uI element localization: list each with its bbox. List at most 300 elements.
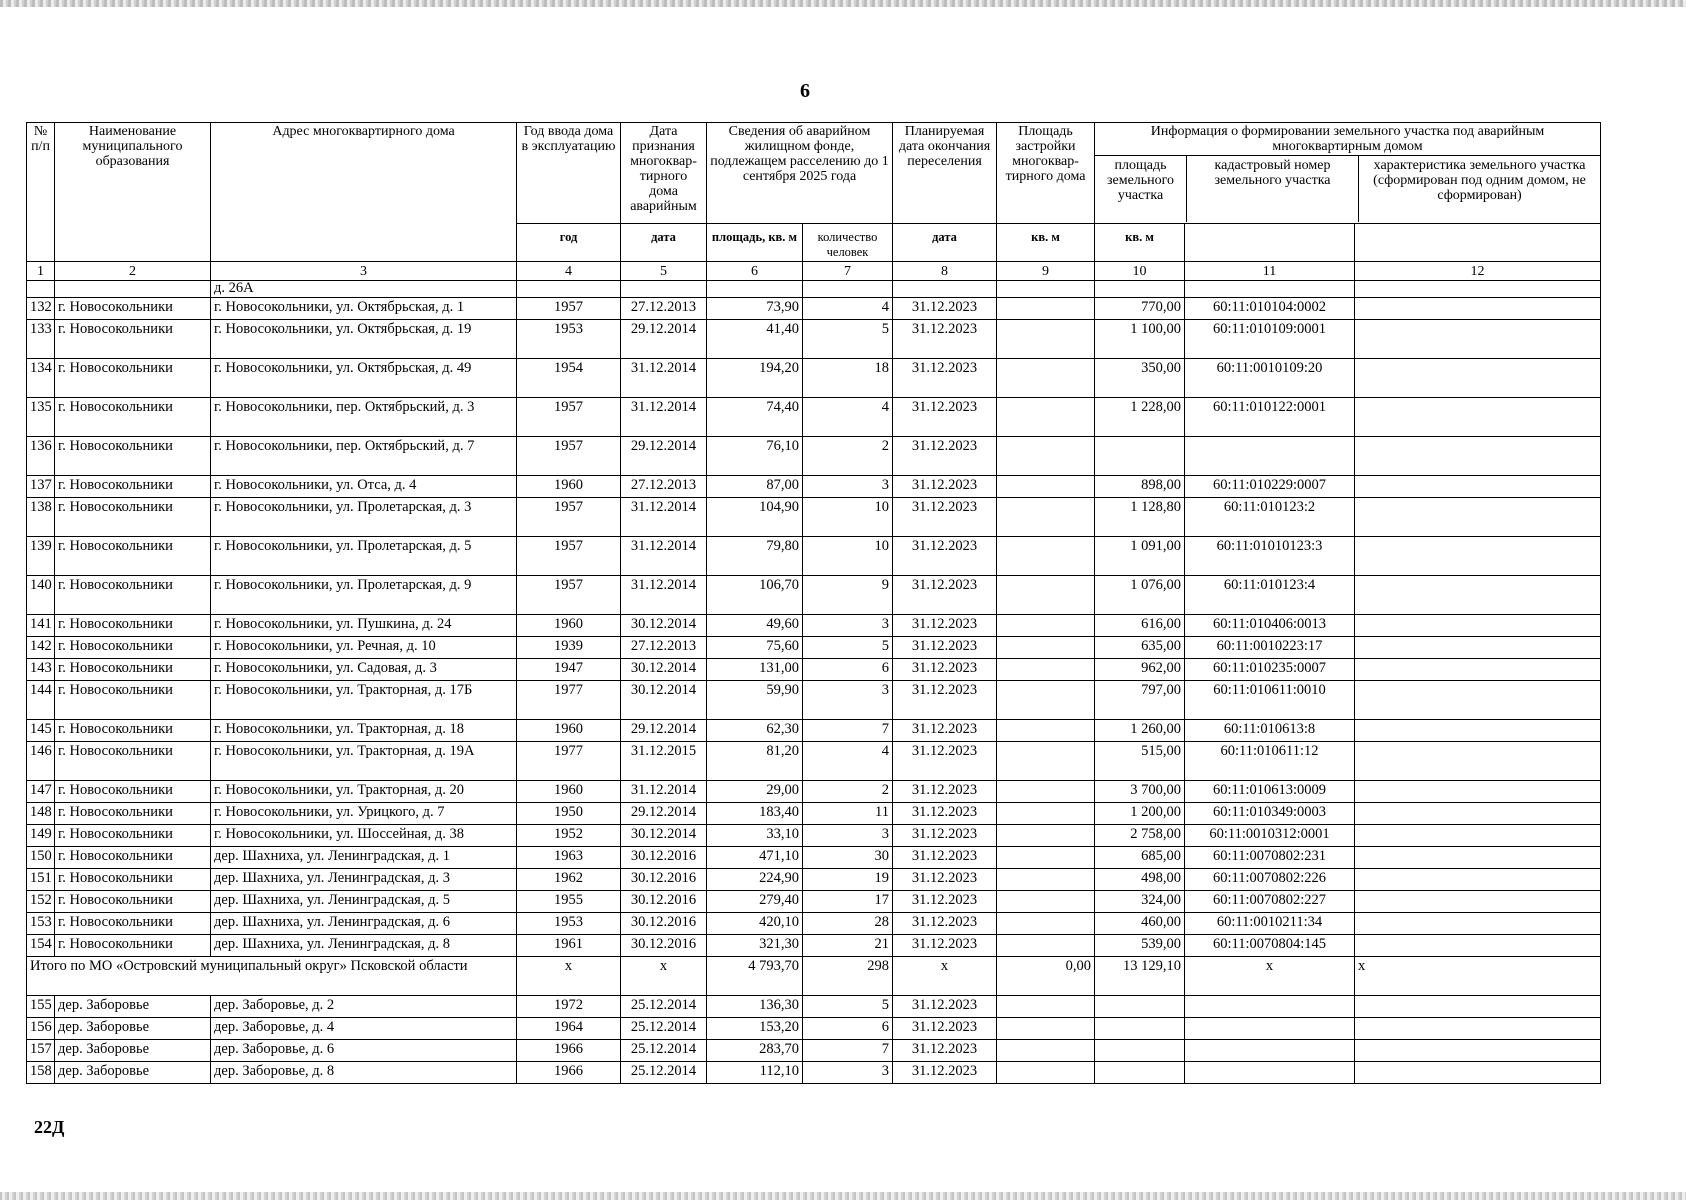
unit-cadastral bbox=[1185, 224, 1355, 262]
table-row bbox=[27, 537, 1601, 576]
row-area: 79,80 bbox=[707, 537, 803, 576]
row-land-characteristic bbox=[1355, 803, 1601, 825]
row-recognition-date: 30.12.2014 bbox=[621, 659, 707, 681]
row-area: 136,30 bbox=[707, 996, 803, 1018]
row-area: 33,10 bbox=[707, 825, 803, 847]
row-planned-date: 31.12.2023 bbox=[893, 537, 997, 576]
row-land-area: 498,00 bbox=[1095, 869, 1185, 891]
header-land-plot bbox=[1095, 123, 1601, 224]
header-commission-year: Год ввода дома в эксплуатацию bbox=[517, 123, 621, 224]
table-row bbox=[27, 742, 1601, 781]
row-municipality: г. Новосокольники bbox=[55, 398, 211, 437]
row-land-area: 1 091,00 bbox=[1095, 537, 1185, 576]
row-cadastral-number: 60:11:010123:2 bbox=[1185, 498, 1355, 537]
row-building-area bbox=[997, 637, 1095, 659]
header-recognition-date: Дата признания многоквар-тирного дома аварийным bbox=[621, 123, 707, 224]
row-planned-date: 31.12.2023 bbox=[893, 615, 997, 637]
row-building-area bbox=[997, 825, 1095, 847]
row-recognition-date: 29.12.2014 bbox=[621, 720, 707, 742]
column-numbers-row bbox=[27, 262, 1601, 281]
row-area: 104,90 bbox=[707, 498, 803, 537]
row-year: 1963 bbox=[517, 847, 621, 869]
table-row bbox=[27, 298, 1601, 320]
unit-land-area: кв. м bbox=[1095, 224, 1185, 262]
row-land-area bbox=[1095, 996, 1185, 1018]
row-land-area: 2 758,00 bbox=[1095, 825, 1185, 847]
row-municipality: г. Новосокольники bbox=[55, 476, 211, 498]
row-land-area: 1 128,80 bbox=[1095, 498, 1185, 537]
row-number: 149 bbox=[27, 825, 55, 847]
row-land-area: 539,00 bbox=[1095, 935, 1185, 957]
table-row bbox=[27, 869, 1601, 891]
row-year: 1960 bbox=[517, 476, 621, 498]
row-area: 29,00 bbox=[707, 781, 803, 803]
total-people: 298 bbox=[803, 957, 893, 996]
row-year: 1966 bbox=[517, 1040, 621, 1062]
row-municipality: г. Новосокольники bbox=[55, 913, 211, 935]
row-address: дер. Шахниха, ул. Ленинградская, д. 8 bbox=[211, 935, 517, 957]
row-land-area: 515,00 bbox=[1095, 742, 1185, 781]
row-year: 1954 bbox=[517, 359, 621, 398]
row-address: г. Новосокольники, ул. Пролетарская, д. 9 bbox=[211, 576, 517, 615]
row-municipality: г. Новосокольники bbox=[55, 781, 211, 803]
row-building-area bbox=[997, 615, 1095, 637]
row-land-characteristic bbox=[1355, 869, 1601, 891]
row-cadastral-number bbox=[1185, 437, 1355, 476]
row-land-characteristic bbox=[1355, 398, 1601, 437]
row-building-area bbox=[997, 742, 1095, 781]
row-cadastral-number: 60:11:0010109:20 bbox=[1185, 359, 1355, 398]
row-people: 5 bbox=[803, 996, 893, 1018]
row-number: 153 bbox=[27, 913, 55, 935]
unit-year: год bbox=[517, 224, 621, 262]
row-number: 142 bbox=[27, 637, 55, 659]
row-people: 30 bbox=[803, 847, 893, 869]
row-recognition-date: 30.12.2016 bbox=[621, 891, 707, 913]
table-row bbox=[27, 781, 1601, 803]
row-cadastral-number bbox=[1185, 1062, 1355, 1084]
column-number: 4 bbox=[517, 262, 621, 281]
row-building-area bbox=[997, 781, 1095, 803]
row-cadastral-number: 60:11:0070804:145 bbox=[1185, 935, 1355, 957]
row-number: 136 bbox=[27, 437, 55, 476]
row-planned-date: 31.12.2023 bbox=[893, 437, 997, 476]
row-building-area bbox=[997, 803, 1095, 825]
header-land-plot-subcols bbox=[1095, 156, 1600, 222]
row-people: 3 bbox=[803, 825, 893, 847]
row-land-characteristic bbox=[1355, 359, 1601, 398]
row-building-area bbox=[997, 537, 1095, 576]
row-planned-date: 31.12.2023 bbox=[893, 720, 997, 742]
row-planned-date: 31.12.2023 bbox=[893, 742, 997, 781]
row-people: 3 bbox=[803, 615, 893, 637]
row-building-area bbox=[997, 996, 1095, 1018]
row-municipality: г. Новосокольники bbox=[55, 576, 211, 615]
row-recognition-date: 27.12.2013 bbox=[621, 637, 707, 659]
row-address: г. Новосокольники, пер. Октябрьский, д. 7 bbox=[211, 437, 517, 476]
row-area: 153,20 bbox=[707, 1018, 803, 1040]
row-area: 279,40 bbox=[707, 891, 803, 913]
row-cadastral-number: 60:11:0070802:226 bbox=[1185, 869, 1355, 891]
row-land-characteristic bbox=[1355, 847, 1601, 869]
row-land-area bbox=[1095, 1040, 1185, 1062]
row-recognition-date: 30.12.2016 bbox=[621, 913, 707, 935]
row-municipality: г. Новосокольники bbox=[55, 359, 211, 398]
row-municipality: г. Новосокольники bbox=[55, 847, 211, 869]
row-municipality: дер. Заборовье bbox=[55, 996, 211, 1018]
total-row bbox=[27, 957, 1601, 996]
row-building-area bbox=[997, 398, 1095, 437]
row-recognition-date: 30.12.2014 bbox=[621, 681, 707, 720]
row-building-area bbox=[997, 847, 1095, 869]
row-area: 62,30 bbox=[707, 720, 803, 742]
row-year: 1964 bbox=[517, 1018, 621, 1040]
row-people: 19 bbox=[803, 869, 893, 891]
column-number: 7 bbox=[803, 262, 893, 281]
row-planned-date: 31.12.2023 bbox=[893, 847, 997, 869]
table-row bbox=[27, 398, 1601, 437]
row-cadastral-number: 60:11:010611:0010 bbox=[1185, 681, 1355, 720]
row-planned-date: 31.12.2023 bbox=[893, 825, 997, 847]
table-row bbox=[27, 359, 1601, 398]
row-people: 18 bbox=[803, 359, 893, 398]
row-number: 148 bbox=[27, 803, 55, 825]
row-people: 3 bbox=[803, 476, 893, 498]
row-number: 147 bbox=[27, 781, 55, 803]
row-area: 59,90 bbox=[707, 681, 803, 720]
table-row bbox=[27, 720, 1601, 742]
table-row bbox=[27, 615, 1601, 637]
row-people: 3 bbox=[803, 1062, 893, 1084]
row-recognition-date: 29.12.2014 bbox=[621, 803, 707, 825]
row-area: 41,40 bbox=[707, 320, 803, 359]
row-number: 150 bbox=[27, 847, 55, 869]
row-number: 133 bbox=[27, 320, 55, 359]
row-area: 73,90 bbox=[707, 298, 803, 320]
row-land-characteristic bbox=[1355, 720, 1601, 742]
row-number: 155 bbox=[27, 996, 55, 1018]
row-planned-date: 31.12.2023 bbox=[893, 637, 997, 659]
row-number: 156 bbox=[27, 1018, 55, 1040]
row-address: г. Новосокольники, ул. Октябрьская, д. 19 bbox=[211, 320, 517, 359]
header-land-plot-title: Информация о формировании земельного участка под аварийным многоквартирным домом bbox=[1095, 123, 1600, 156]
column-number: 8 bbox=[893, 262, 997, 281]
row-recognition-date: 25.12.2014 bbox=[621, 1018, 707, 1040]
row-area: 131,00 bbox=[707, 659, 803, 681]
row-building-area bbox=[997, 659, 1095, 681]
row-land-area: 898,00 bbox=[1095, 476, 1185, 498]
row-municipality: г. Новосокольники bbox=[55, 437, 211, 476]
row-address: г. Новосокольники, ул. Тракторная, д. 17Б bbox=[211, 681, 517, 720]
row-land-area: 324,00 bbox=[1095, 891, 1185, 913]
row-number: 137 bbox=[27, 476, 55, 498]
row-cadastral-number: 60:11:010104:0002 bbox=[1185, 298, 1355, 320]
row-building-area bbox=[997, 1040, 1095, 1062]
row-municipality: г. Новосокольники bbox=[55, 891, 211, 913]
row-people: 28 bbox=[803, 913, 893, 935]
row-area: 87,00 bbox=[707, 476, 803, 498]
row-cadastral-number bbox=[1185, 1018, 1355, 1040]
row-building-area bbox=[997, 935, 1095, 957]
total-cad: х bbox=[1185, 957, 1355, 996]
row-recognition-date: 30.12.2014 bbox=[621, 615, 707, 637]
row-land-characteristic bbox=[1355, 437, 1601, 476]
row-planned-date: 31.12.2023 bbox=[893, 803, 997, 825]
row-land-characteristic bbox=[1355, 320, 1601, 359]
row-people: 4 bbox=[803, 298, 893, 320]
row-year: 1977 bbox=[517, 742, 621, 781]
row-address: г. Новосокольники, ул. Октябрьская, д. 49 bbox=[211, 359, 517, 398]
row-recognition-date: 27.12.2013 bbox=[621, 476, 707, 498]
row-cadastral-number: 60:11:0070802:231 bbox=[1185, 847, 1355, 869]
row-land-area: 1 260,00 bbox=[1095, 720, 1185, 742]
row-municipality: г. Новосокольники bbox=[55, 659, 211, 681]
row-address: дер. Шахниха, ул. Ленинградская, д. 6 bbox=[211, 913, 517, 935]
row-planned-date: 31.12.2023 bbox=[893, 498, 997, 537]
row-planned-date: 31.12.2023 bbox=[893, 935, 997, 957]
column-number: 10 bbox=[1095, 262, 1185, 281]
row-building-area bbox=[997, 498, 1095, 537]
row-building-area bbox=[997, 913, 1095, 935]
row-address: дер. Заборовье, д. 2 bbox=[211, 996, 517, 1018]
row-address: г. Новосокольники, ул. Октябрьская, д. 1 bbox=[211, 298, 517, 320]
column-number: 2 bbox=[55, 262, 211, 281]
row-municipality: г. Новосокольники bbox=[55, 498, 211, 537]
total-plan: х bbox=[893, 957, 997, 996]
header-cadastral: кадастровый номер земельного участка bbox=[1187, 156, 1359, 222]
header-address: Адрес многоквартирного дома bbox=[211, 123, 517, 262]
row-number: 141 bbox=[27, 615, 55, 637]
row-land-characteristic bbox=[1355, 659, 1601, 681]
header-building-area: Площадь застройки многоквар-тирного дома bbox=[997, 123, 1095, 224]
continuation-address: д. 26А bbox=[211, 281, 517, 298]
row-land-area bbox=[1095, 1062, 1185, 1084]
table-row bbox=[27, 576, 1601, 615]
table-row bbox=[27, 659, 1601, 681]
row-municipality: г. Новосокольники bbox=[55, 825, 211, 847]
row-building-area bbox=[997, 476, 1095, 498]
column-number: 12 bbox=[1355, 262, 1601, 281]
row-address: г. Новосокольники, ул. Пролетарская, д. 5 bbox=[211, 537, 517, 576]
row-municipality: г. Новосокольники bbox=[55, 869, 211, 891]
row-year: 1957 bbox=[517, 398, 621, 437]
row-cadastral-number: 60:11:0010211:34 bbox=[1185, 913, 1355, 935]
row-land-area: 1 076,00 bbox=[1095, 576, 1185, 615]
row-recognition-date: 30.12.2016 bbox=[621, 847, 707, 869]
row-planned-date: 31.12.2023 bbox=[893, 298, 997, 320]
row-recognition-date: 25.12.2014 bbox=[621, 1062, 707, 1084]
row-area: 76,10 bbox=[707, 437, 803, 476]
row-number: 154 bbox=[27, 935, 55, 957]
row-recognition-date: 31.12.2014 bbox=[621, 359, 707, 398]
table-row bbox=[27, 681, 1601, 720]
row-building-area bbox=[997, 681, 1095, 720]
row-area: 81,20 bbox=[707, 742, 803, 781]
unit-people: количество человек bbox=[803, 224, 893, 262]
row-number: 143 bbox=[27, 659, 55, 681]
row-address: дер. Шахниха, ул. Ленинградская, д. 5 bbox=[211, 891, 517, 913]
row-number: 138 bbox=[27, 498, 55, 537]
row-people: 10 bbox=[803, 498, 893, 537]
total-date: х bbox=[621, 957, 707, 996]
row-cadastral-number: 60:11:010235:0007 bbox=[1185, 659, 1355, 681]
row-year: 1962 bbox=[517, 869, 621, 891]
row-number: 139 bbox=[27, 537, 55, 576]
row-people: 9 bbox=[803, 576, 893, 615]
row-land-characteristic bbox=[1355, 891, 1601, 913]
row-land-characteristic bbox=[1355, 498, 1601, 537]
table-row bbox=[27, 1040, 1601, 1062]
table-row bbox=[27, 825, 1601, 847]
row-recognition-date: 25.12.2014 bbox=[621, 996, 707, 1018]
table-row bbox=[27, 320, 1601, 359]
row-recognition-date: 31.12.2014 bbox=[621, 576, 707, 615]
row-area: 471,10 bbox=[707, 847, 803, 869]
row-address: дер. Заборовье, д. 6 bbox=[211, 1040, 517, 1062]
row-planned-date: 31.12.2023 bbox=[893, 476, 997, 498]
row-address: г. Новосокольники, ул. Тракторная, д. 19А bbox=[211, 742, 517, 781]
row-cadastral-number: 60:11:010109:0001 bbox=[1185, 320, 1355, 359]
row-land-characteristic bbox=[1355, 637, 1601, 659]
row-planned-date: 31.12.2023 bbox=[893, 1062, 997, 1084]
row-planned-date: 31.12.2023 bbox=[893, 659, 997, 681]
scan-edge-top bbox=[0, 0, 1686, 7]
row-cadastral-number bbox=[1185, 996, 1355, 1018]
row-year: 1961 bbox=[517, 935, 621, 957]
row-land-characteristic bbox=[1355, 1040, 1601, 1062]
column-number: 9 bbox=[997, 262, 1095, 281]
row-land-area: 962,00 bbox=[1095, 659, 1185, 681]
row-year: 1957 bbox=[517, 498, 621, 537]
row-area: 49,60 bbox=[707, 615, 803, 637]
row-address: г. Новосокольники, ул. Тракторная, д. 18 bbox=[211, 720, 517, 742]
row-area: 194,20 bbox=[707, 359, 803, 398]
row-people: 7 bbox=[803, 720, 893, 742]
row-address: г. Новосокольники, ул. Пушкина, д. 24 bbox=[211, 615, 517, 637]
table-row bbox=[27, 437, 1601, 476]
row-planned-date: 31.12.2023 bbox=[893, 891, 997, 913]
column-number: 11 bbox=[1185, 262, 1355, 281]
column-number: 5 bbox=[621, 262, 707, 281]
row-recognition-date: 29.12.2014 bbox=[621, 437, 707, 476]
row-land-area: 460,00 bbox=[1095, 913, 1185, 935]
row-recognition-date: 30.12.2016 bbox=[621, 935, 707, 957]
row-recognition-date: 29.12.2014 bbox=[621, 320, 707, 359]
row-address: г. Новосокольники, пер. Октябрьский, д. 3 bbox=[211, 398, 517, 437]
table-row bbox=[27, 996, 1601, 1018]
row-address: дер. Заборовье, д. 4 bbox=[211, 1018, 517, 1040]
row-recognition-date: 31.12.2014 bbox=[621, 498, 707, 537]
row-year: 1957 bbox=[517, 576, 621, 615]
row-recognition-date: 31.12.2014 bbox=[621, 398, 707, 437]
row-address: г. Новосокольники, ул. Отса, д. 4 bbox=[211, 476, 517, 498]
row-planned-date: 31.12.2023 bbox=[893, 359, 997, 398]
row-people: 6 bbox=[803, 659, 893, 681]
row-address: дер. Заборовье, д. 8 bbox=[211, 1062, 517, 1084]
row-year: 1939 bbox=[517, 637, 621, 659]
row-people: 5 bbox=[803, 320, 893, 359]
row-municipality: г. Новосокольники bbox=[55, 935, 211, 957]
row-recognition-date: 30.12.2014 bbox=[621, 825, 707, 847]
row-cadastral-number: 60:11:010229:0007 bbox=[1185, 476, 1355, 498]
row-building-area bbox=[997, 576, 1095, 615]
row-municipality: г. Новосокольники bbox=[55, 720, 211, 742]
column-number: 3 bbox=[211, 262, 517, 281]
row-cadastral-number bbox=[1185, 1040, 1355, 1062]
row-number: 132 bbox=[27, 298, 55, 320]
row-cadastral-number: 60:11:010123:4 bbox=[1185, 576, 1355, 615]
row-municipality: г. Новосокольники bbox=[55, 681, 211, 720]
row-year: 1950 bbox=[517, 803, 621, 825]
row-land-characteristic bbox=[1355, 825, 1601, 847]
row-year: 1977 bbox=[517, 681, 621, 720]
total-area: 4 793,70 bbox=[707, 957, 803, 996]
row-year: 1953 bbox=[517, 913, 621, 935]
unit-date: дата bbox=[621, 224, 707, 262]
row-land-characteristic bbox=[1355, 537, 1601, 576]
row-address: дер. Шахниха, ул. Ленинградская, д. 3 bbox=[211, 869, 517, 891]
row-municipality: г. Новосокольники bbox=[55, 537, 211, 576]
row-year: 1960 bbox=[517, 615, 621, 637]
total-land: 13 129,10 bbox=[1095, 957, 1185, 996]
row-cadastral-number: 60:11:010406:0013 bbox=[1185, 615, 1355, 637]
row-land-area: 350,00 bbox=[1095, 359, 1185, 398]
row-year: 1960 bbox=[517, 781, 621, 803]
column-number: 1 bbox=[27, 262, 55, 281]
row-cadastral-number: 60:11:01010123:3 bbox=[1185, 537, 1355, 576]
table-row bbox=[27, 1018, 1601, 1040]
row-municipality: г. Новосокольники bbox=[55, 803, 211, 825]
row-year: 1957 bbox=[517, 437, 621, 476]
row-number: 134 bbox=[27, 359, 55, 398]
row-land-area: 616,00 bbox=[1095, 615, 1185, 637]
row-address: г. Новосокольники, ул. Пролетарская, д. 3 bbox=[211, 498, 517, 537]
table-row bbox=[27, 476, 1601, 498]
row-address: дер. Шахниха, ул. Ленинградская, д. 1 bbox=[211, 847, 517, 869]
row-people: 11 bbox=[803, 803, 893, 825]
row-land-characteristic bbox=[1355, 681, 1601, 720]
row-number: 151 bbox=[27, 869, 55, 891]
footer-code: 22Д bbox=[34, 1117, 65, 1137]
row-number: 144 bbox=[27, 681, 55, 720]
row-area: 106,70 bbox=[707, 576, 803, 615]
row-building-area bbox=[997, 359, 1095, 398]
row-area: 321,30 bbox=[707, 935, 803, 957]
row-number: 135 bbox=[27, 398, 55, 437]
row-area: 224,90 bbox=[707, 869, 803, 891]
row-planned-date: 31.12.2023 bbox=[893, 576, 997, 615]
row-cadastral-number: 60:11:0010223:17 bbox=[1185, 637, 1355, 659]
row-cadastral-number: 60:11:010349:0003 bbox=[1185, 803, 1355, 825]
row-land-characteristic bbox=[1355, 1062, 1601, 1084]
continuation-row bbox=[27, 281, 1601, 298]
row-area: 183,40 bbox=[707, 803, 803, 825]
row-cadastral-number: 60:11:010611:12 bbox=[1185, 742, 1355, 781]
row-land-characteristic bbox=[1355, 298, 1601, 320]
row-people: 21 bbox=[803, 935, 893, 957]
row-planned-date: 31.12.2023 bbox=[893, 869, 997, 891]
row-planned-date: 31.12.2023 bbox=[893, 996, 997, 1018]
row-municipality: дер. Заборовье bbox=[55, 1062, 211, 1084]
row-municipality: г. Новосокольники bbox=[55, 615, 211, 637]
page-number: 6 bbox=[800, 80, 810, 102]
header-planned-date: Планируемая дата окончания переселения bbox=[893, 123, 997, 224]
row-area: 112,10 bbox=[707, 1062, 803, 1084]
row-number: 140 bbox=[27, 576, 55, 615]
row-recognition-date: 30.12.2016 bbox=[621, 869, 707, 891]
row-year: 1952 bbox=[517, 825, 621, 847]
row-recognition-date: 31.12.2014 bbox=[621, 537, 707, 576]
